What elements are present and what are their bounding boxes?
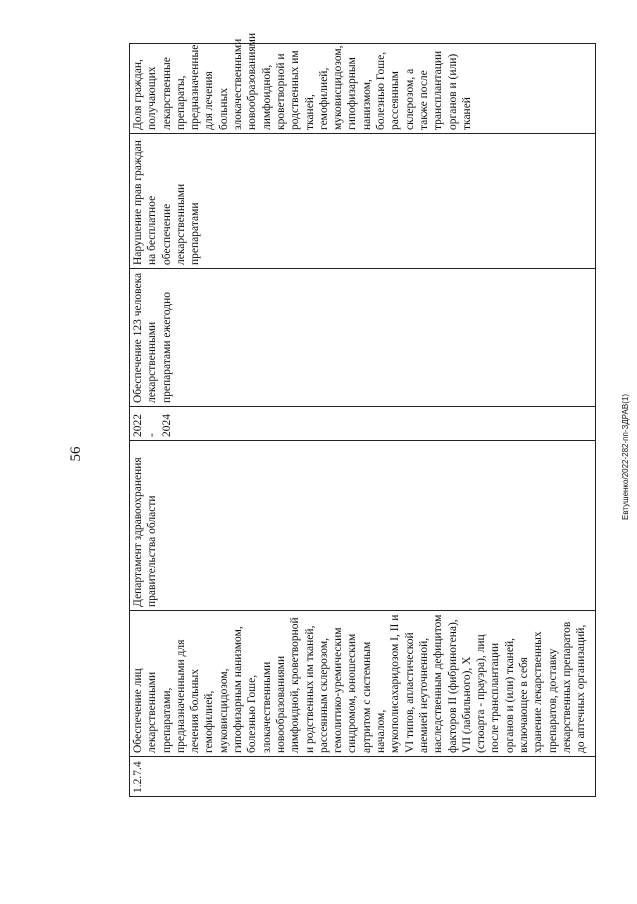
- task-cell: Обеспечение лиц лекарственными препаратами, предназначенными для лечения больных гемофилией, муковисцидозом, гипофизарным нанизмом, болезнью Гоше, злокачественными новообразованиями лимфоидной, кроветворной и родственных им тканей, рассеянным склерозом, гемолитико-уремическим синдромом, юношеским артритом с системным началом, мукополисахаридозом I, II и VI типов, апластической анемией неуточненной, наследственным дефицитом факторов II (фибриногена), VII (лабильного), X (стюарта - прауэра), лиц после трансплантации органов и (или) тканей, включающее в себя хранение лекарственных препаратов, доставку лекарственных препаратов до аптечных организаций,: [130, 611, 596, 757]
- indicator-cell: Доля граждан, получающих лекарственные препараты, предназначенные для лечения больных злокачественными новообразованиями лимфоидной, кроветворной и родственных им тканей, гемофилией, муковисцидозом, гипофизарным нанизмом, болезнью Гоше, рассеянным склерозом, а также после трансплантации органов и (или) тканей: [130, 44, 596, 134]
- rotated-table: [129, 32, 596, 797]
- result-cell: Обеспечение 123 человека лекарственными препаратами ежегодно: [130, 269, 596, 407]
- page-number: 56: [68, 446, 84, 462]
- risk-cell: Нарушение прав граждан на бесплатное обеспечение лекарственными препаратами: [130, 134, 596, 269]
- row-number-cell: 1.2.7.4: [130, 757, 596, 797]
- program-table: [129, 32, 596, 797]
- period-cell: 2022 - 2024: [130, 407, 596, 441]
- table-row: [130, 44, 596, 797]
- executor-cell: Департамент здравоохранения правительства области: [130, 441, 596, 611]
- file-stamp: Евтушенко/2022-282-пп-ЗДРАВ(1): [621, 394, 630, 521]
